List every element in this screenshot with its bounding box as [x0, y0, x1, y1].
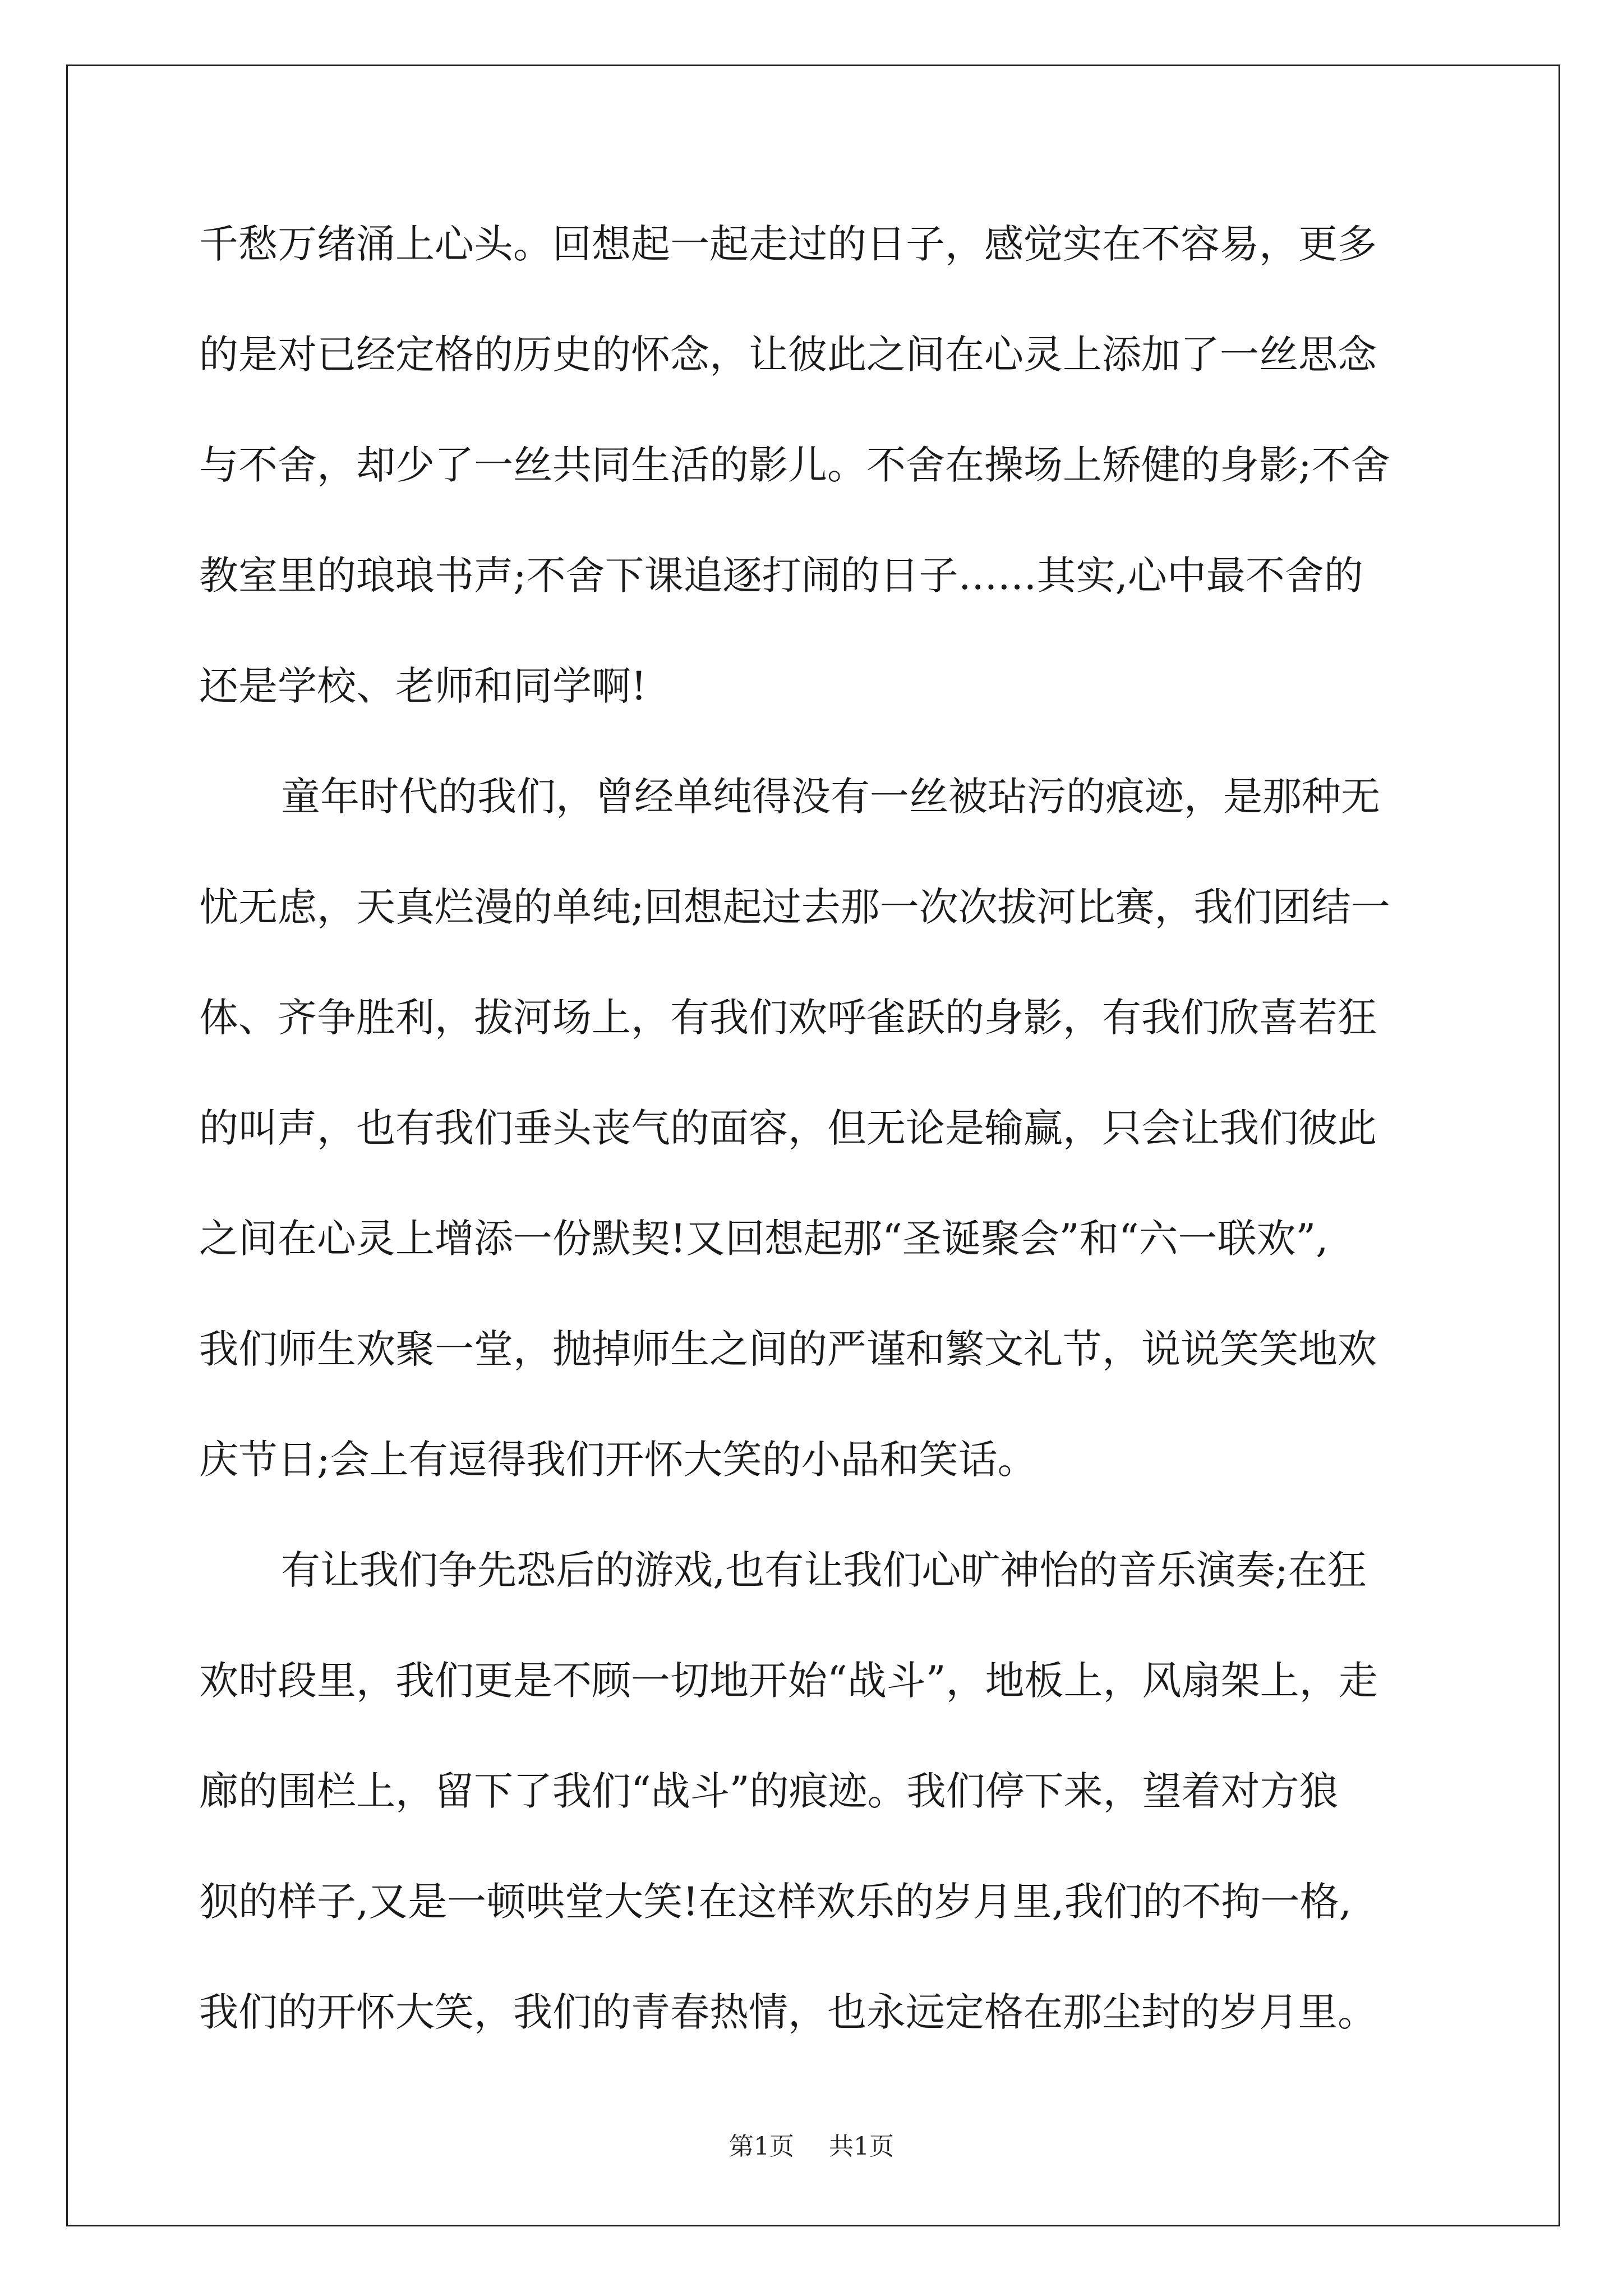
text-line: 的是对已经定格的历史的怀念，让彼此之间在心灵上添加了一丝思念 [199, 332, 1377, 378]
text-line: 体、齐争胜利，拔河场上，有我们欢呼雀跃的身影，有我们欣喜若狂 [199, 995, 1377, 1041]
document-body [199, 208, 1444, 2086]
page-number-total: 共1页 [829, 2132, 894, 2161]
text-line: 还是学校、老师和同学啊! [199, 663, 647, 709]
text-line: 欢时段里，我们更是不顾一切地开始“战斗”，地板上，风扇架上，走 [199, 1658, 1378, 1704]
text-line: 我们的开怀大笑，我们的青春热情，也永远定格在那尘封的岁月里。 [199, 1989, 1377, 2035]
paragraph-3 [199, 1534, 1444, 2086]
text-line: 有让我们争先恐后的游戏,也有让我们心旷神怡的音乐演奏;在狂 [281, 1547, 1367, 1593]
text-line: 我们师生欢聚一堂，抛掉师生之间的严谨和繁文礼节，说说笑笑地欢 [199, 1326, 1377, 1372]
text-line: 童年时代的我们，曾经单纯得没有一丝被玷污的痕迹，是那种无 [281, 774, 1380, 820]
text-line: 忧无虑，天真烂漫的单纯;回想起过去那一次次拔河比赛，我们团结一 [199, 884, 1390, 930]
page-number-current: 第1页 [729, 2132, 794, 2161]
text-line: 教室里的琅琅书声;不舍下课追逐打闹的日子……其实,心中最不舍的 [199, 553, 1363, 599]
text-line: 狈的样子,又是一顿哄堂大笑!在这样欢乐的岁月里,我们的不拘一格, [199, 1879, 1352, 1925]
paragraph-1 [199, 208, 1444, 760]
text-line: 廊的围栏上，留下了我们“战斗”的痕迹。我们停下来，望着对方狼 [199, 1768, 1339, 1814]
page-footer [0, 2126, 1623, 2162]
text-line: 的叫声，也有我们垂头丧气的面容，但无论是输赢，只会让我们彼此 [199, 1105, 1377, 1151]
text-line: 庆节日;会上有逗得我们开怀大笑的小品和笑话。 [199, 1437, 1037, 1483]
paragraph-2 [199, 760, 1444, 1534]
text-line: 之间在心灵上增添一份默契!又回想起那“圣诞聚会”和“六一联欢”, [199, 1216, 1329, 1262]
text-line: 千愁万绪涌上心头。回想起一起走过的日子，感觉实在不容易，更多 [199, 221, 1377, 267]
text-line: 与不舍，却少了一丝共同生活的影儿。不舍在操场上矫健的身影;不舍 [199, 442, 1390, 488]
